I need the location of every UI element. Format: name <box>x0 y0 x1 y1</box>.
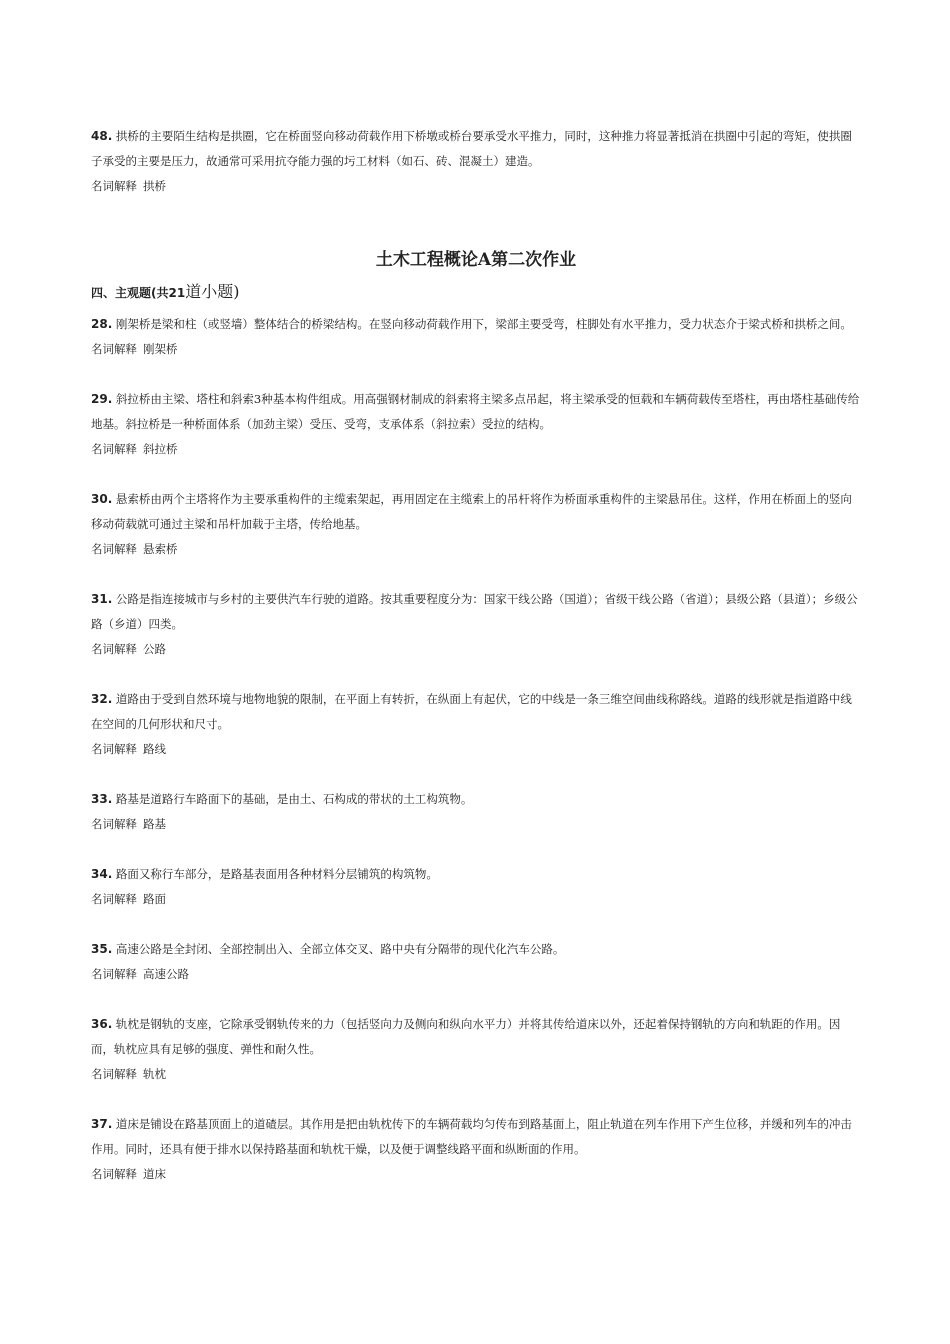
question-type-line <box>91 537 861 562</box>
question-body: 路面又称行车部分，是路基表面用各种材料分层铺筑的构筑物。 <box>112 867 438 881</box>
question-text <box>91 937 861 962</box>
question-text <box>91 1112 861 1162</box>
question-number: 48. <box>91 129 113 143</box>
question-body: 轨枕是钢轨的支座，它除承受钢轨传来的力（包括竖向力及侧向和纵向水平力）并将其传给道床以外，还起着保持钢轨的方向和轨距的作用。因而，轨枕应具有足够的强度、弹性和耐久性。 <box>91 1017 841 1056</box>
question-text <box>91 387 861 437</box>
question-term: 路线 <box>143 742 166 756</box>
spacer <box>91 462 861 487</box>
question-type-label: 名词解释 <box>91 442 137 456</box>
question-number: 31. <box>91 592 113 606</box>
question-item <box>91 312 861 387</box>
question-term: 拱桥 <box>143 179 166 193</box>
question-type-line <box>91 812 861 837</box>
section-heading-prefix: 四、主观题(共21 <box>91 286 186 300</box>
question-type-line <box>91 1162 861 1187</box>
question-number: 35. <box>91 942 113 956</box>
question-type-label: 名词解释 <box>91 967 137 981</box>
question-item <box>91 787 861 862</box>
question-number: 36. <box>91 1017 113 1031</box>
question-item <box>91 1012 861 1112</box>
question-text <box>91 1012 861 1062</box>
question-text <box>91 862 861 887</box>
document-page <box>91 124 861 1187</box>
question-type-label: 名词解释 <box>91 542 137 556</box>
question-item <box>91 862 861 937</box>
question-body: 斜拉桥由主梁、塔柱和斜索3种基本构件组成。用高强钢材制成的斜索将主梁多点吊起，将主梁承受的恒载和车辆荷载传至塔柱，再由塔柱基础传给地基。斜拉桥是一种桥面体系（加劲主梁）受压、受弯，支承体系（斜拉索）受拉的结构。 <box>91 392 860 431</box>
question-number: 33. <box>91 792 113 806</box>
question-text <box>91 687 861 737</box>
question-number: 30. <box>91 492 113 506</box>
question-body: 拱桥的主要陌生结构是拱圈，它在桥面竖向移动荷载作用下桥墩或桥台要承受水平推力，同时，这种推力将显著抵消在拱圈中引起的弯矩，使拱圈子承受的主要是压力，故通常可采用抗夺能力强的圬工材料（如石、砖、混凝土）建造。 <box>91 129 852 168</box>
question-type-line <box>91 174 861 199</box>
section-heading <box>91 279 861 306</box>
section-heading-suffix: 道小题) <box>185 282 240 301</box>
spacer <box>91 762 861 787</box>
question-item <box>91 1112 861 1187</box>
question-type-label: 名词解释 <box>91 342 137 356</box>
spacer <box>91 362 861 387</box>
question-item <box>91 387 861 487</box>
question-type-label: 名词解释 <box>91 892 137 906</box>
question-type-line <box>91 437 861 462</box>
question-body: 刚架桥是梁和柱（或竖墙）整体结合的桥梁结构。在竖向移动荷载作用下，梁部主要受弯，柱脚处有水平推力，受力状态介于梁式桥和拱桥之间。 <box>112 317 852 331</box>
question-type-label: 名词解释 <box>91 1067 137 1081</box>
question-number: 34. <box>91 867 113 881</box>
question-type-line <box>91 637 861 662</box>
question-term: 刚架桥 <box>143 342 178 356</box>
document-title: 土木工程概论A第二次作业 <box>375 250 577 270</box>
question-term: 路基 <box>143 817 166 831</box>
question-item <box>91 587 861 687</box>
question-number: 29. <box>91 392 113 406</box>
question-text <box>91 787 861 812</box>
question-term: 道床 <box>143 1167 166 1181</box>
question-body: 公路是指连接城市与乡村的主要供汽车行驶的道路。按其重要程度分为：国家干线公路（国道）；省级干线公路（省道）；县级公路（县道）；乡级公路（乡道）四类。 <box>91 592 858 631</box>
question-type-line <box>91 962 861 987</box>
question-item <box>91 937 861 1012</box>
question-number: 37. <box>91 1117 113 1131</box>
question-number: 32. <box>91 692 113 706</box>
question-body: 道床是铺设在路基顶面上的道碴层。其作用是把由轨枕传下的车辆荷载均匀传布到路基面上，阻止轨道在列车作用下产生位移，并缓和列车的冲击作用。同时，还具有便于排水以保持路基面和轨枕干燥，以及便于调整线路平面和纵断面的作用。 <box>91 1117 852 1156</box>
question-list <box>91 312 861 1187</box>
spacer <box>91 837 861 862</box>
question-type-label: 名词解释 <box>91 642 137 656</box>
question-type-line <box>91 1062 861 1087</box>
question-term: 公路 <box>143 642 166 656</box>
question-item <box>91 487 861 587</box>
spacer <box>91 662 861 687</box>
question-term: 斜拉桥 <box>143 442 178 456</box>
question-type-label: 名词解释 <box>91 1167 137 1181</box>
question-term: 路面 <box>143 892 166 906</box>
spacer <box>91 912 861 937</box>
question-body: 路基是道路行车路面下的基础，是由土、石构成的带状的土工构筑物。 <box>112 792 473 806</box>
question-type-line <box>91 887 861 912</box>
question-type-line <box>91 337 861 362</box>
question-text <box>91 124 861 174</box>
question-type-label: 名词解释 <box>91 742 137 756</box>
spacer <box>91 562 861 587</box>
question-body: 道路由于受到自然环境与地物地貌的限制，在平面上有转折，在纵面上有起伏，它的中线是一条三维空间曲线称路线。道路的线形就是指道路中线在空间的几何形状和尺寸。 <box>91 692 852 731</box>
question-type-label: 名词解释 <box>91 179 137 193</box>
spacer <box>91 1087 861 1112</box>
question-item <box>91 687 861 787</box>
question-text <box>91 312 861 337</box>
question-text <box>91 587 861 637</box>
question-term: 悬索桥 <box>143 542 178 556</box>
question-term: 轨枕 <box>143 1067 166 1081</box>
question-body: 悬索桥由两个主塔将作为主要承重构件的主缆索架起，再用固定在主缆索上的吊杆将作为桥面承重构件的主梁悬吊住。这样，作用在桥面上的竖向移动荷载就可通过主梁和吊杆加载于主塔，传给地基。 <box>91 492 852 531</box>
question-type-label: 名词解释 <box>91 817 137 831</box>
question-number: 28. <box>91 317 113 331</box>
question-type-line <box>91 737 861 762</box>
question-body: 高速公路是全封闭、全部控制出入、全部立体交叉、路中央有分隔带的现代化汽车公路。 <box>112 942 565 956</box>
question-term: 高速公路 <box>143 967 189 981</box>
spacer <box>91 987 861 1012</box>
question-text <box>91 487 861 537</box>
question-48 <box>91 124 861 199</box>
